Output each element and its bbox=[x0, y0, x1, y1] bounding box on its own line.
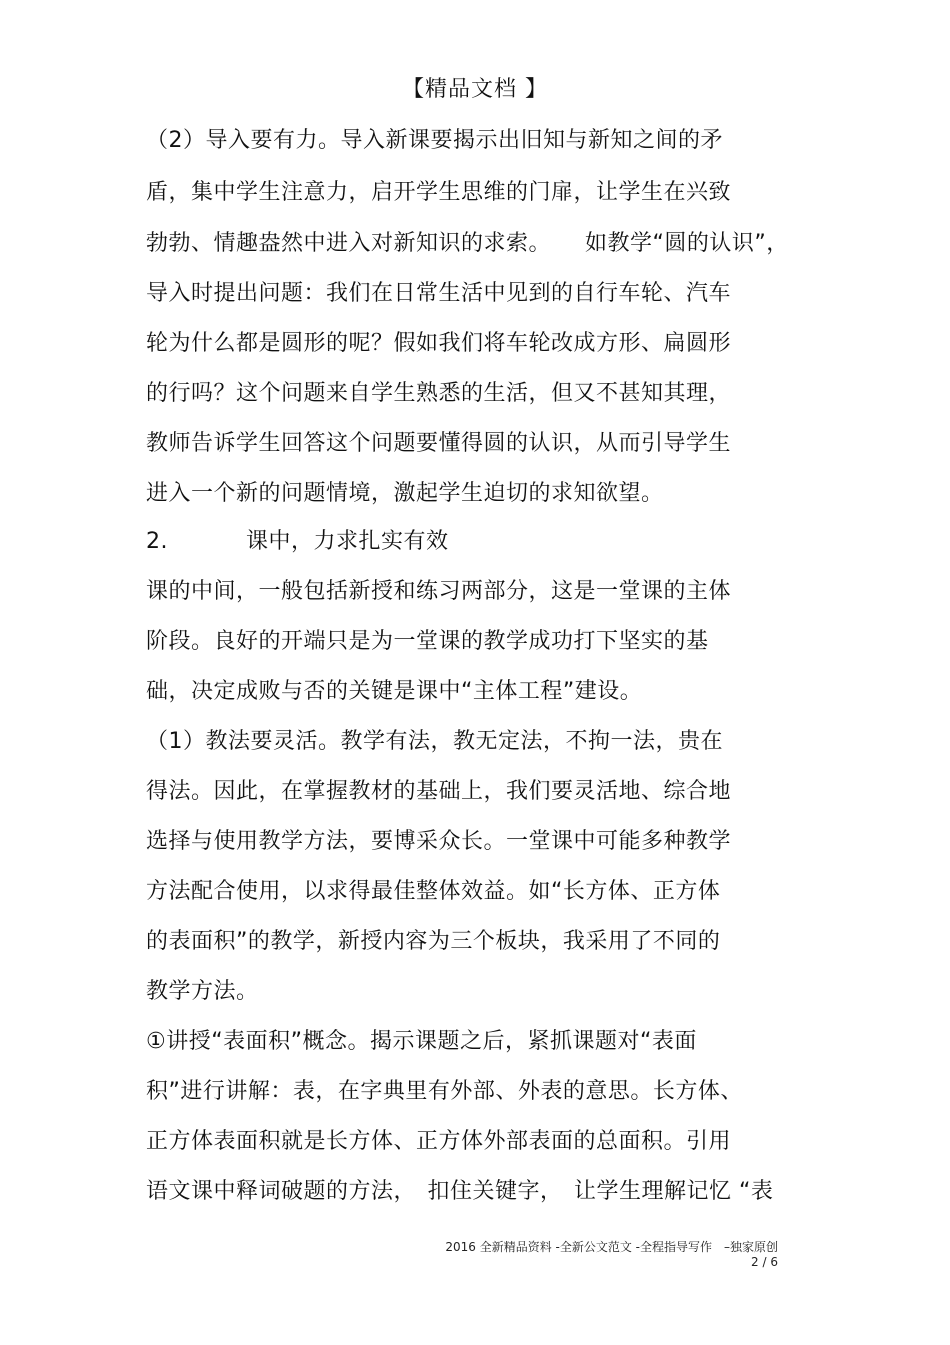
section-heading bbox=[146, 528, 449, 556]
body-line: 选择与使用教学方法，要博采众长。一堂课中可能多种教学 bbox=[146, 829, 732, 854]
body-line: 的表面积”的教学，新授内容为三个板块，我采用了不同的 bbox=[146, 929, 721, 954]
footer-text: 2016 全新精品资料 -全新公文范文 -全程指导写作 –独家原创 bbox=[445, 1240, 778, 1254]
body-line: 的行吗？这个问题来自学生熟悉的生活，但又不甚知其理， bbox=[146, 381, 732, 406]
body-line: 阶段。良好的开端只是为一堂课的教学成功打下坚实的基 bbox=[146, 629, 709, 654]
body-line: （1）教法要灵活。教学有法，教无定法，不拘一法，贵在 bbox=[146, 729, 723, 754]
body-line: 正方体表面积就是长方体、正方体外部表面的总面积。引用 bbox=[146, 1129, 732, 1154]
body-line: 础，决定成败与否的关键是课中“主体工程”建设。 bbox=[146, 679, 643, 704]
body-line: 语文课中释词破题的方法， 扣住关键字， 让学生理解记忆 “表 bbox=[146, 1179, 774, 1204]
section-title: 课中，力求扎实有效 bbox=[246, 529, 449, 554]
section-number: 2. bbox=[146, 529, 168, 554]
body-line: 轮为什么都是圆形的呢？假如我们将车轮改成方形、扁圆形 bbox=[146, 331, 732, 356]
body-line: 教学方法。 bbox=[146, 979, 259, 1004]
body-line: （2）导入要有力。导入新课要揭示出旧知与新知之间的矛 bbox=[146, 128, 723, 153]
body-line: 勃勃、情趣盎然中进入对新知识的求索。 如教学“圆的认识”， bbox=[146, 231, 789, 256]
page-header-title: 【精品文档 】 bbox=[402, 77, 548, 102]
body-line: 方法配合使用，以求得最佳整体效益。如“长方体、正方体 bbox=[146, 879, 721, 904]
body-line: 积”进行讲解：表，在字典里有外部、外表的意思。长方体、 bbox=[146, 1079, 743, 1104]
body-line: ①讲授“表面积”概念。揭示课题之后，紧抓课题对“表面 bbox=[146, 1029, 697, 1054]
body-line: 盾，集中学生注意力，启开学生思维的门扉，让学生在兴致 bbox=[146, 180, 732, 205]
body-line: 教师告诉学生回答这个问题要懂得圆的认识，从而引导学生 bbox=[146, 431, 732, 456]
body-line: 得法。因此，在掌握教材的基础上，我们要灵活地、综合地 bbox=[146, 779, 732, 804]
body-line: 进入一个新的问题情境，激起学生迫切的求知欲望。 bbox=[146, 481, 664, 506]
page-number: 2 / 6 bbox=[751, 1255, 778, 1269]
body-line: 课的中间，一般包括新授和练习两部分，这是一堂课的主体 bbox=[146, 579, 732, 604]
body-line: 导入时提出问题：我们在日常生活中见到的自行车轮、汽车 bbox=[146, 281, 732, 306]
